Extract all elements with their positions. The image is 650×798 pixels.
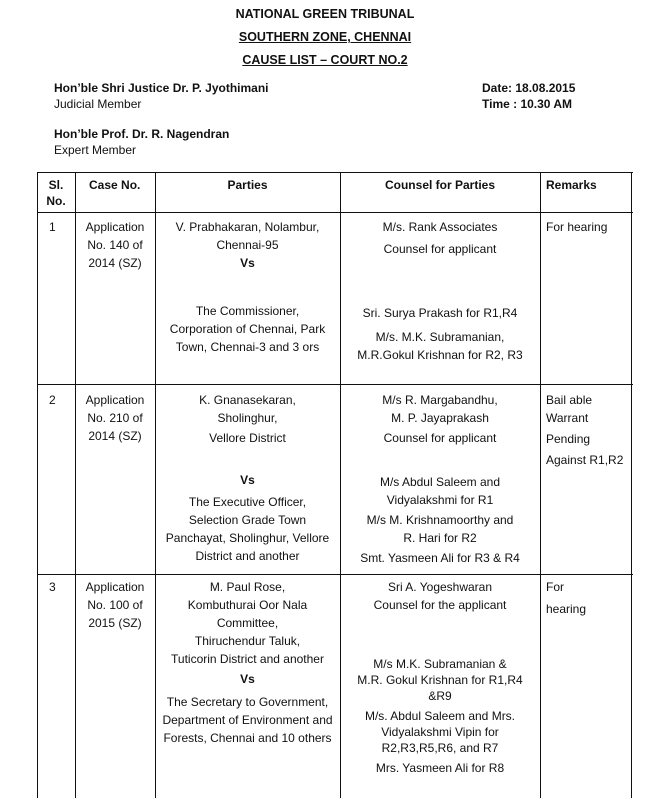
row-1-counsel-applicant: M/s. Rank Associates Counsel for applicant bbox=[382, 220, 498, 256]
column-header-remarks: Remarks bbox=[546, 178, 597, 192]
column-header-sl: Sl. No. bbox=[46, 178, 66, 208]
row-1-petitioner: V. Prabhakaran, Nolambur, Chennai-95 Vs bbox=[155, 218, 340, 272]
row-3-remarks: For hearing bbox=[546, 580, 587, 616]
row-3-petitioner: M. Paul Rose, Kombuthurai Oor Nala Committee, Thiruchendur Taluk, Tuticorin District and another Vs bbox=[155, 578, 340, 688]
cause-list-table bbox=[37, 172, 633, 798]
cause-list-title: CAUSE LIST – COURT NO.2 bbox=[242, 53, 408, 67]
row-3-respondent: The Secretary to Government, Department of Environment and Forests, Chennai and 10 others bbox=[162, 695, 333, 745]
hearing-time: Time : 10.30 AM bbox=[482, 97, 573, 111]
column-header-parties: Parties bbox=[227, 178, 268, 192]
row-1-respondent: The Commissioner, Corporation of Chennai, Park Town, Chennai-3 and 3 ors bbox=[169, 304, 326, 354]
row-3-counsel-applicant: Sri A. Yogeshwaran Counsel for the applicant bbox=[373, 580, 507, 612]
row-2-counsel-applicant: M/s R. Margabandhu, M. P. Jayaprakash Counsel for applicant bbox=[382, 393, 498, 445]
judge-role: Judicial Member bbox=[54, 97, 142, 111]
row-2-respondent: The Executive Officer, Selection Grade Town Panchayat, Sholinghur, Vellore District and another bbox=[165, 495, 330, 563]
row-3-case-no: Application No. 100 of 2015 (SZ) bbox=[85, 580, 145, 630]
row-1-counsel-respondents: Sri. Surya Prakash for R1,R4 M/s. M.K. Subramanian, M.R.Gokul Krishnan for R2, R3 bbox=[357, 306, 523, 362]
row-2-sl: 2 bbox=[49, 393, 56, 407]
row-2-vs: Vs bbox=[240, 473, 255, 487]
row-2-remarks: Bail able Warrant Pending Against R1,R2 bbox=[546, 393, 624, 467]
row-1-remarks: For hearing bbox=[546, 220, 608, 234]
row-2-counsel-respondents: M/s Abdul Saleem and Vidyalakshmi for R1 M/s M. Krishnamoorthy and R. Hari for R2 Smt. Yasmeen Ali for R3 & R4 bbox=[360, 475, 520, 565]
row-3-vs: Vs bbox=[240, 672, 255, 686]
row-2-petitioner: K. Gnanasekaran, Sholinghur, Vellore District bbox=[199, 393, 296, 445]
row-1-sl: 1 bbox=[49, 220, 56, 234]
row-2-case-no: Application No. 210 of 2014 (SZ) bbox=[85, 393, 145, 443]
row-3-counsel-respondents: M/s M.K. Subramanian & M.R. Gokul Krishnan for R1,R4 &R9 M/s. Abdul Saleem and Mrs. Vidyalakshmi Vipin for R2,R3,R5,R6, and R7 Mrs. Yasmeen Ali for R8 bbox=[357, 657, 523, 775]
zone-title: SOUTHERN ZONE, CHENNAI bbox=[238, 30, 412, 44]
tribunal-title: NATIONAL GREEN TRIBUNAL bbox=[235, 7, 415, 21]
judge-name: Hon’ble Shri Justice Dr. P. Jyothimani bbox=[54, 81, 269, 95]
row-3-sl: 3 bbox=[49, 580, 56, 594]
column-header-case: Case No. bbox=[89, 178, 141, 192]
hearing-date: Date: 18.08.2015 bbox=[482, 81, 576, 95]
row-1-vs: Vs bbox=[240, 256, 255, 270]
column-header-counsel: Counsel for Parties bbox=[384, 178, 496, 192]
expert-name: Hon’ble Prof. Dr. R. Nagendran bbox=[54, 127, 230, 141]
row-1-case-no: Application No. 140 of 2014 (SZ) bbox=[85, 220, 145, 270]
expert-role: Expert Member bbox=[54, 143, 137, 157]
